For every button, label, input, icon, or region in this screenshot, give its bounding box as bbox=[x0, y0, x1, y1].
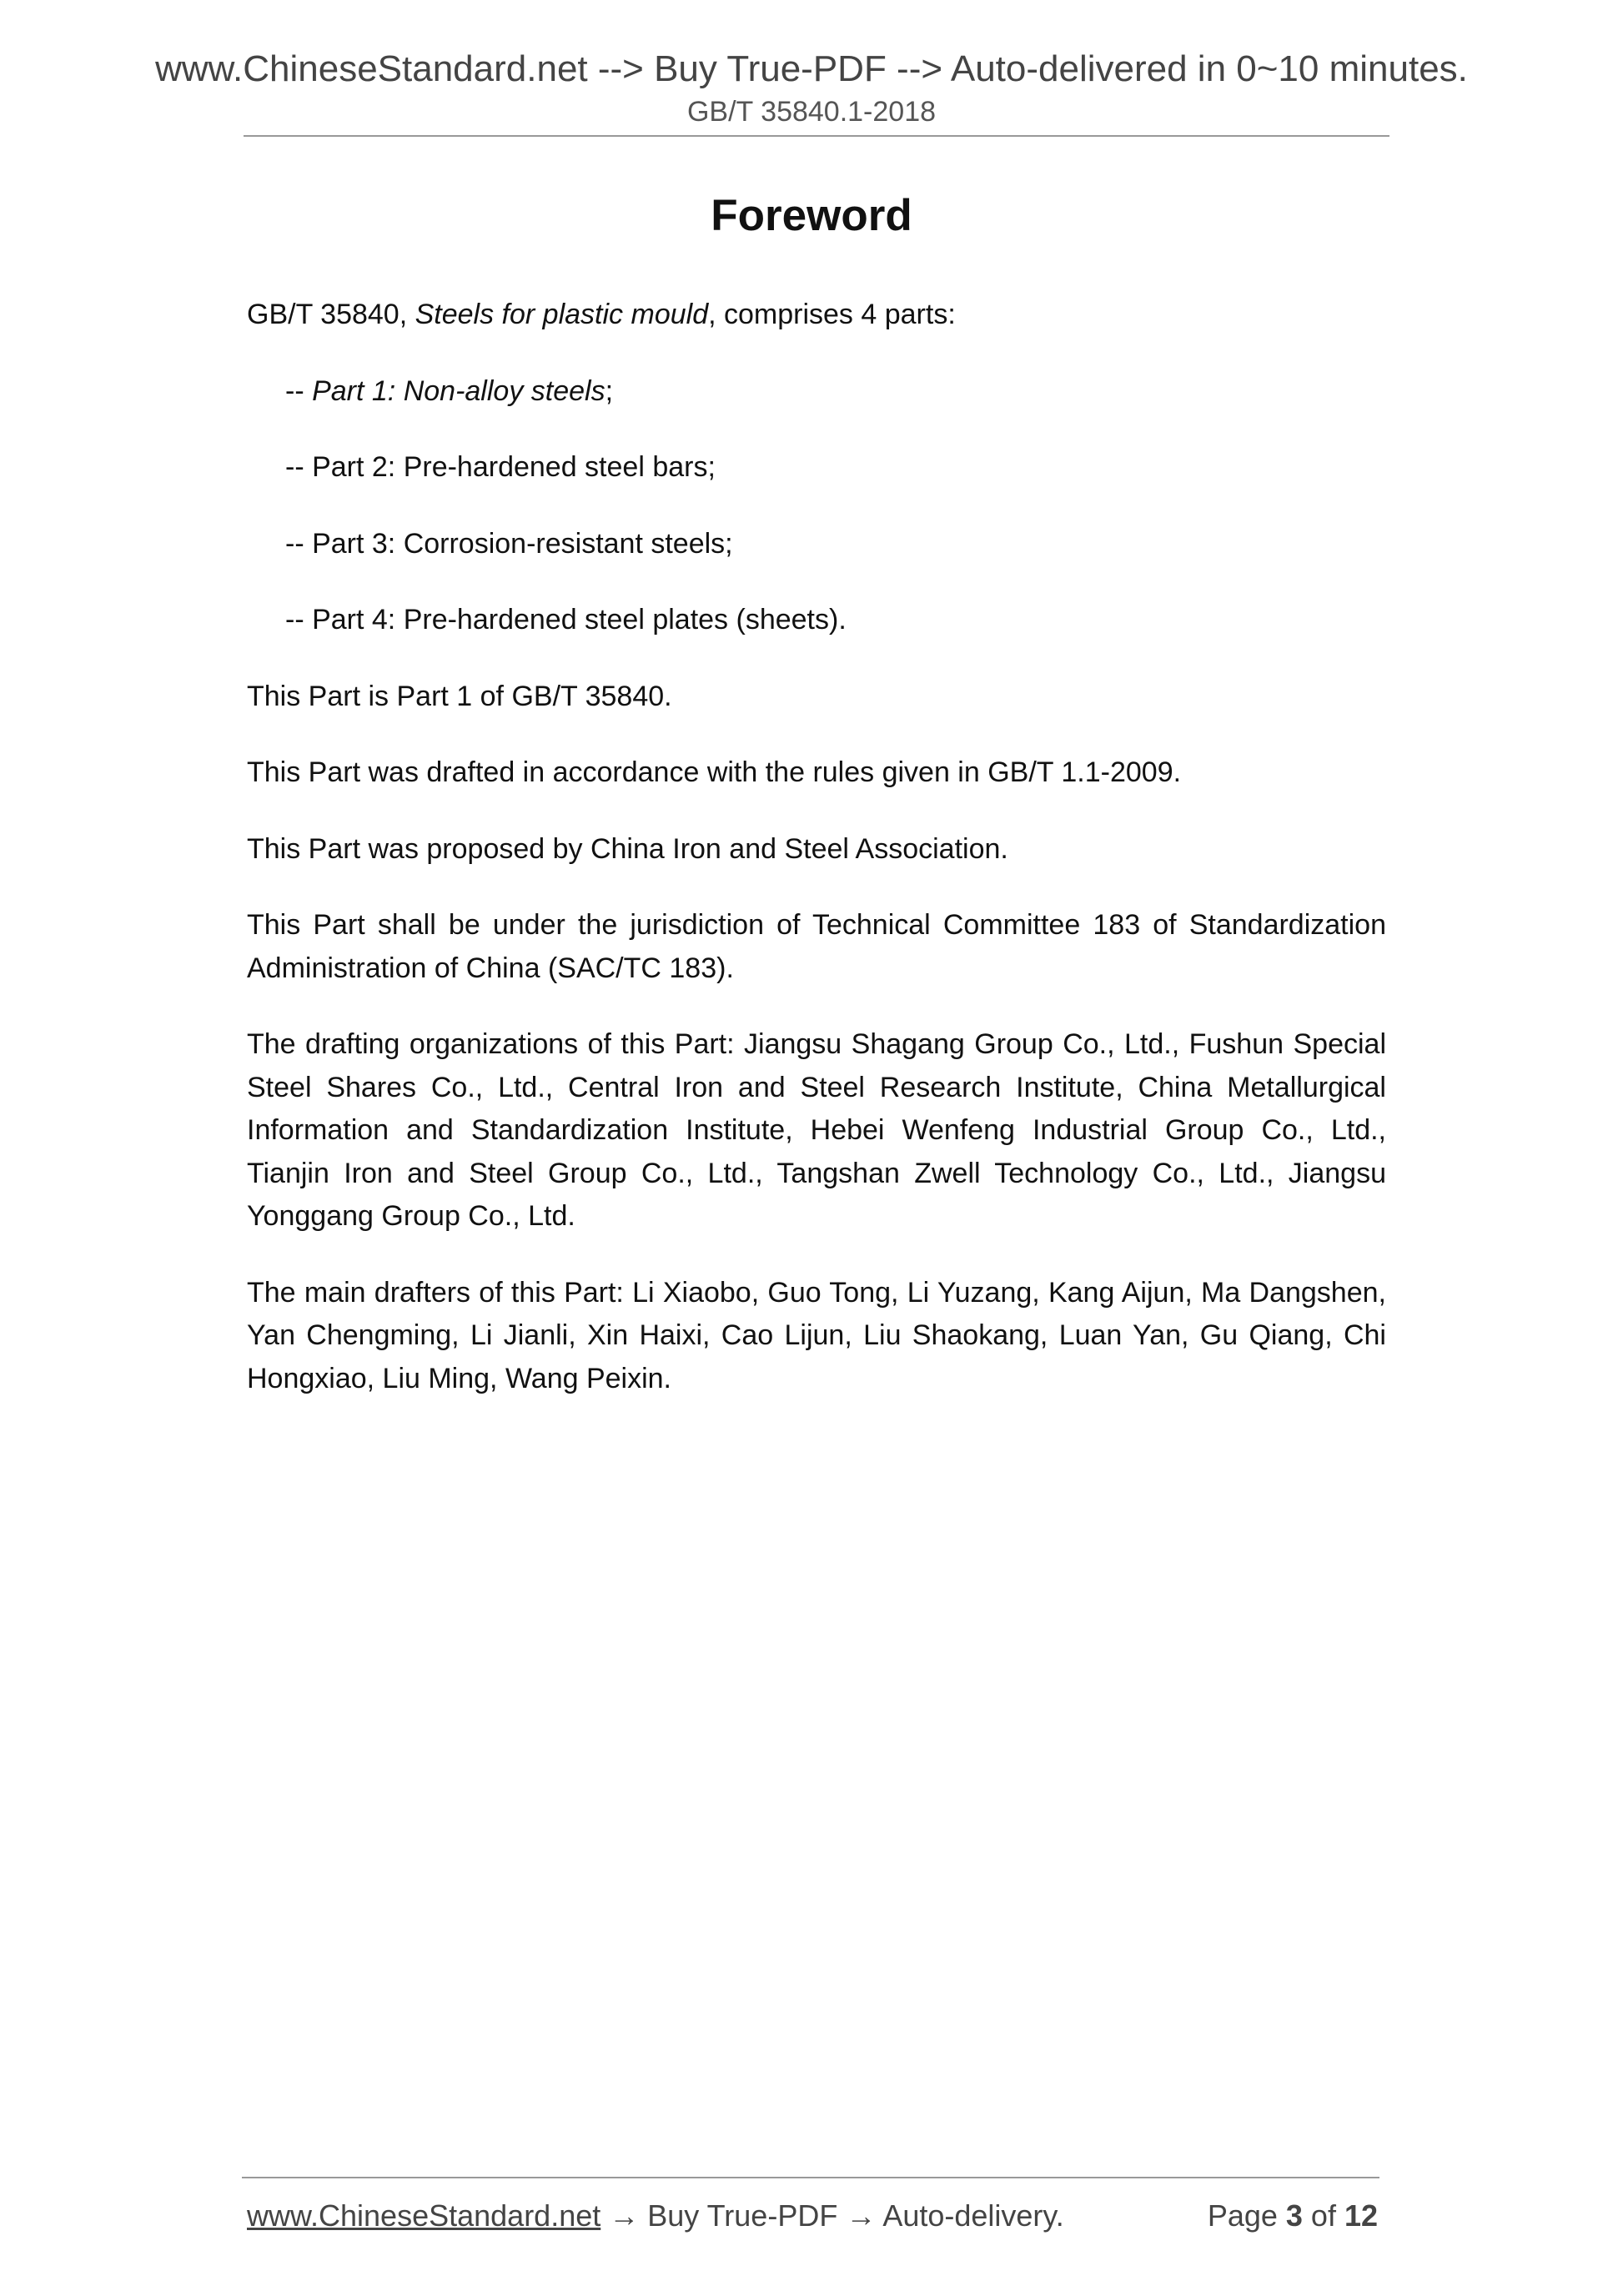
intro-paragraph bbox=[247, 294, 1386, 337]
list-punct: . bbox=[838, 604, 847, 636]
paragraph: This Part was proposed by China Iron and Steel Association. bbox=[247, 832, 1008, 865]
page-number bbox=[1208, 2198, 1378, 2233]
intro-pre: GB/T 35840, bbox=[247, 299, 415, 330]
list-punct: ; bbox=[725, 527, 733, 560]
paragraph: This Part shall be under the jurisdiction of Technical Committee 183 of Standardization Administration of China (SAC/TC 183). bbox=[247, 909, 1386, 984]
standard-code: GB/T 35840.1-2018 bbox=[686, 96, 937, 128]
foreword-body bbox=[247, 294, 1386, 1434]
list-dash: -- bbox=[285, 604, 313, 636]
list-dash: -- bbox=[285, 527, 313, 560]
footer-divider bbox=[242, 2177, 1379, 2178]
footer-text: → Buy True-PDF → Auto-delivery. bbox=[600, 2198, 1064, 2233]
part-label: Part 3: Corrosion-resistant steels bbox=[312, 527, 726, 560]
part-label: Part 2: Pre-hardened steel bars bbox=[312, 451, 708, 483]
of-label: of bbox=[1302, 2198, 1344, 2233]
intro-post: , comprises 4 parts: bbox=[708, 299, 956, 330]
list-dash: -- bbox=[285, 374, 313, 407]
main-drafters: The main drafters of this Part: Li Xiaobo, Guo Tong, Li Yuzang, Kang Aijun, Ma Dangshen, Yan Chengming, Li Jianli, Xin Haixi, Cao Lijun, Liu Shaokang, Luan Yan, Gu Qiang, Chi Hongxiao, Liu Ming, Wang Peixin. bbox=[247, 1276, 1386, 1394]
header-banner: www.ChineseStandard.net --> Buy True-PDF --> Auto-delivered in 0~10 minutes. bbox=[155, 48, 1468, 89]
standard-title: Steels for plastic mould bbox=[415, 299, 709, 330]
current-page: 3 bbox=[1285, 2198, 1303, 2233]
paragraph: This Part is Part 1 of GB/T 35840. bbox=[247, 680, 672, 712]
site-link[interactable]: www.ChineseStandard.net bbox=[247, 2198, 601, 2233]
page-title: Foreword bbox=[711, 191, 912, 240]
list-item bbox=[247, 599, 1386, 642]
page-label: Page bbox=[1207, 2198, 1286, 2233]
list-item bbox=[247, 370, 1386, 414]
total-pages: 12 bbox=[1344, 2198, 1378, 2233]
list-dash: -- bbox=[285, 451, 313, 483]
footer bbox=[247, 2198, 1378, 2233]
list-item bbox=[247, 446, 1386, 490]
list-punct: ; bbox=[605, 374, 614, 407]
list-item bbox=[247, 523, 1386, 566]
part-label: Part 1: Non-alloy steels bbox=[312, 374, 605, 407]
footer-left bbox=[247, 2198, 1064, 2233]
paragraph: This Part was drafted in accordance with the rules given in GB/T 1.1-2009. bbox=[247, 756, 1182, 788]
part-label: Part 4: Pre-hardened steel plates (sheets) bbox=[312, 604, 839, 636]
header-divider bbox=[244, 135, 1389, 137]
drafting-organizations: The drafting organizations of this Part: Jiangsu Shagang Group Co., Ltd., Fushun Special Steel Shares Co., Ltd., Central Iron and Steel Research Institute, China Metallurgical Information and Standardization Institute, Hebei Wenfeng Industrial Group Co., Ltd., Tianjin Iron and Steel Group Co., Ltd., Tangshan Zwell Technology Co., Ltd., Jiangsu Yonggang Group Co., Ltd. bbox=[247, 1028, 1386, 1232]
list-punct: ; bbox=[707, 451, 716, 483]
